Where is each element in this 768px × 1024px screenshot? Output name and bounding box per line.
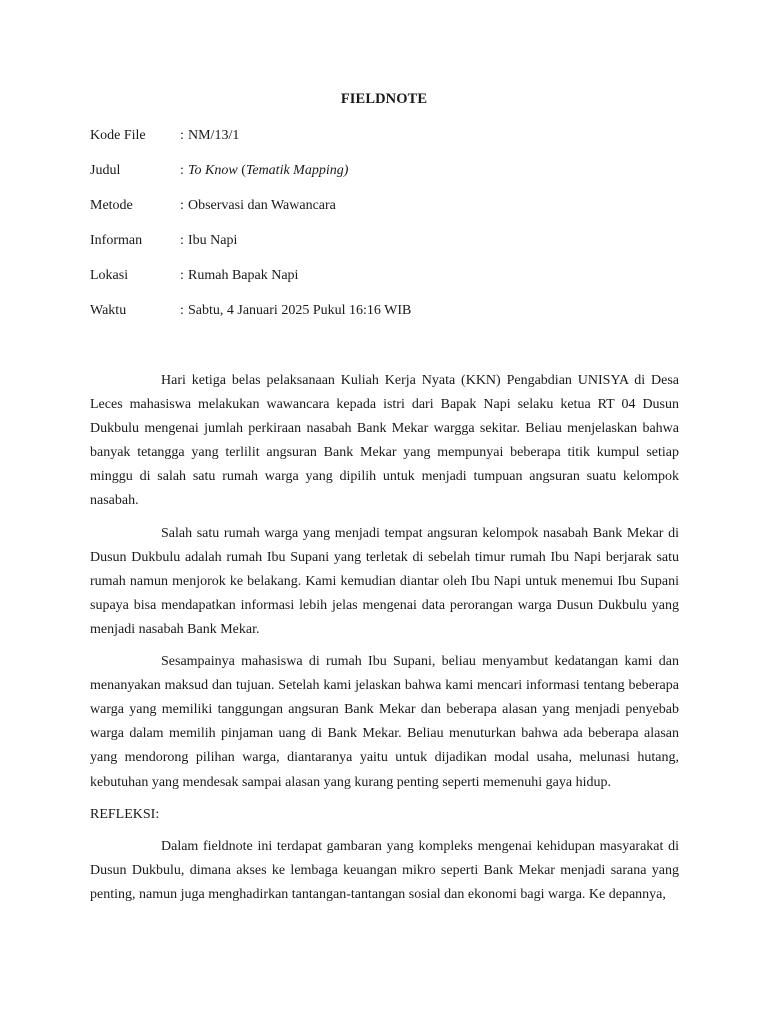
meta-row-metode: [90, 196, 690, 231]
meta-row-lokasi: [90, 266, 690, 301]
body-paragraph: Sesampainya mahasiswa di rumah Ibu Supani, beliau menyambut kedatangan kami dan menanyakan maksud dan tujuan. Setelah kami jelaskan bahwa kami mencari informasi tentang beberapa warga yang memiliki tanggungan angsuran Bank Mekar dan beberapa alasan yang menjadi penyebab warga dalam memilih pinjaman uang di Bank Mekar. Beliau menuturkan bahwa ada beberapa alasan yang mendorong pilihan warga, diantaranya yaitu untuk dijadikan modal usaha, melunasi hutang, kebutuhan yang mendesak sampai alasan yang kurang penting seperti memenuhi gaya hidup.: [90, 654, 679, 790]
meta-value-italic: Tematik Mapping): [245, 163, 349, 178]
metadata-block: [90, 126, 690, 336]
meta-value: Sabtu, 4 Januari 2025 Pukul 16:16 WIB: [188, 303, 412, 318]
meta-separator: :: [180, 163, 184, 178]
meta-value: [188, 161, 348, 196]
meta-label: Lokasi: [90, 268, 129, 283]
meta-value-italic: To Know: [188, 163, 238, 178]
meta-separator: :: [180, 268, 184, 283]
document-body: [90, 369, 679, 915]
meta-row-judul: [90, 161, 690, 196]
meta-row-informan: [90, 231, 690, 266]
body-paragraph: Salah satu rumah warga yang menjadi tempat angsuran kelompok nasabah Bank Mekar di Dusun Dukbulu adalah rumah Ibu Supani yang terletak di sebelah timur rumah Ibu Napi berjarak satu rumah namun menjorok ke belakang. Kami kemudian diantar oleh Ibu Napi untuk menemui Ibu Supani supaya bisa mendapatkan informasi lebih jelas mengenai data perorangan warga Dusun Dukbulu yang menjadi nasabah Bank Mekar.: [90, 525, 679, 637]
meta-label: Metode: [90, 198, 133, 213]
meta-value: Observasi dan Wawancara: [188, 198, 336, 213]
meta-separator: :: [180, 198, 184, 213]
meta-value: NM/13/1: [188, 128, 240, 143]
meta-separator: :: [180, 128, 184, 143]
meta-label: Informan: [90, 233, 143, 248]
meta-separator: :: [180, 303, 184, 318]
meta-value: Ibu Napi: [188, 233, 238, 248]
meta-label: Judul: [90, 163, 121, 178]
body-paragraph: Hari ketiga belas pelaksanaan Kuliah Kerja Nyata (KKN) Pengabdian UNISYA di Desa Leces mahasiswa melakukan wawancara kepada istri dari Bapak Napi selaku ketua RT 04 Dusun Dukbulu mengenai jumlah perkiraan nasabah Bank Mekar wargga sekitar. Beliau menjelaskan bahwa banyak tetangga yang terlilit angsuran Bank Mekar yang mempunyai beberapa titik kumpul setiap minggu di salah satu rumah warga yang dipilih untuk menjadi tumpuan angsuran suatu kelompok nasabah.: [90, 373, 679, 509]
refleksi-heading: REFLEKSI:: [90, 806, 160, 822]
meta-label: Kode File: [90, 128, 146, 143]
refleksi-paragraph: Dalam fieldnote ini terdapat gambaran yang kompleks mengenai kehidupan masyarakat di Dusun Dukbulu, dimana akses ke lembaga keuangan mikro seperti Bank Mekar menjadi sarana yang penting, namun juga menghadirkan tantangan-tantangan sosial dan ekonomi bagi warga. Ke depannya,: [90, 838, 679, 902]
document-title: FIELDNOTE: [340, 91, 428, 107]
meta-label: Waktu: [90, 303, 127, 318]
meta-value: Rumah Bapak Napi: [188, 268, 299, 283]
meta-row-waktu: [90, 301, 690, 336]
meta-row-kode-file: [90, 126, 690, 161]
meta-separator: :: [180, 233, 184, 248]
meta-value-plain: (: [237, 163, 246, 178]
